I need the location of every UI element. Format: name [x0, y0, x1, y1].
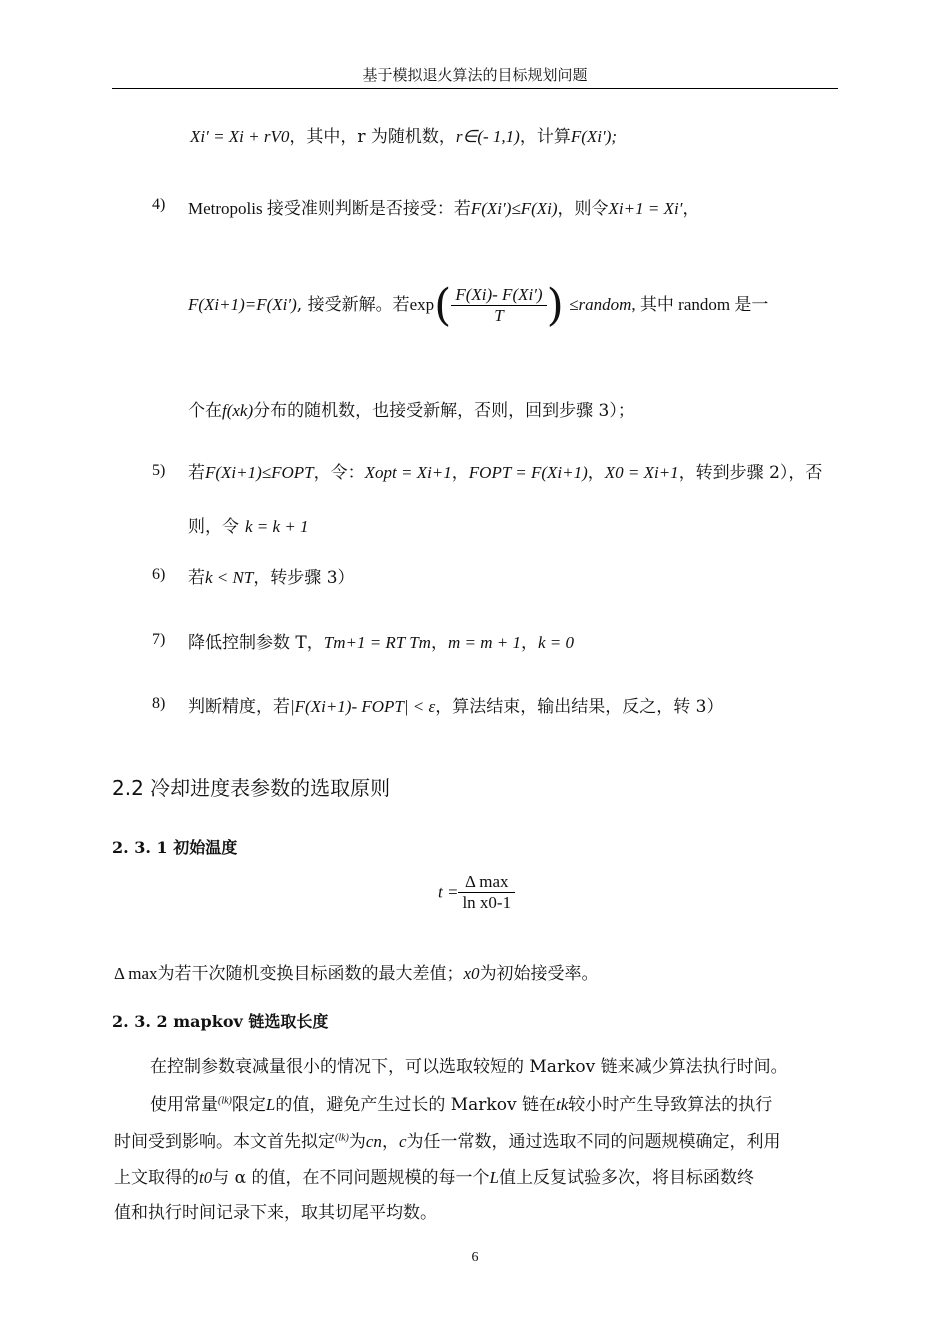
step-number: 7) [152, 631, 166, 648]
step5-line1: 若F(Xi+1)≤FOPT，令：Xopt = Xi+1，FOPT = F(Xi+1)，X0 = Xi+1，转到步骤 2），否 [188, 463, 823, 483]
header-rule [112, 88, 838, 89]
text: ，则令 [557, 199, 609, 219]
text: ，令： [313, 463, 365, 483]
formula-assign: Xi+1 = Xi′ [608, 199, 683, 218]
section-title: 2.2 冷却进度表参数的选取原则 [112, 776, 391, 800]
step4-line3 [188, 396, 635, 421]
text: 为 [348, 1132, 366, 1152]
paragraph-line [150, 1090, 772, 1115]
text: 上文取得的 [114, 1168, 199, 1188]
text: , 其中 random 是一 [631, 295, 769, 314]
symbol-x0: x0 [463, 964, 480, 983]
formula-random: ≤random [569, 295, 632, 314]
fraction-numerator: F(Xi)- F(Xi′) [451, 285, 546, 306]
text: 个在 [188, 401, 222, 421]
step8-line [188, 692, 723, 717]
text: 使用常量 [150, 1095, 218, 1115]
formula-m: m = m + 1 [447, 633, 521, 652]
formula-assign: FOPT = F(Xi+1) [468, 463, 588, 482]
text: ， [381, 1132, 399, 1152]
text: ， [682, 199, 700, 219]
step3-continuation [190, 122, 617, 147]
formula-accept: F(Xi+1)=F(Xi′) [188, 295, 297, 314]
symbol-t0: t0 [199, 1168, 213, 1187]
symbol-L: L [489, 1168, 499, 1187]
fraction-denominator: T [494, 306, 504, 325]
subsection-title: 2. 3. 2 mapkov 链选取长度 [112, 1012, 329, 1031]
step-number: 8) [152, 695, 166, 712]
formula-initial-temperature [438, 872, 515, 913]
temperature-description [114, 959, 599, 984]
text: 若 [188, 463, 205, 483]
step-number: 5) [152, 462, 166, 479]
formula-condition: k < NT [205, 568, 254, 587]
symbol-c: c [398, 1132, 407, 1151]
symbol-lk: (lk) [335, 1132, 349, 1144]
formula-distribution: f(xk) [222, 401, 254, 420]
formula-condition: F(Xi′)≤F(Xi) [470, 199, 558, 218]
text: ，计算 [519, 127, 571, 147]
fraction-numerator: Δ max [458, 872, 515, 893]
text: Metropolis 接受准则判断是否接受：若 [188, 199, 471, 218]
formula-lhs: t = [438, 882, 459, 902]
text: 值上反复试验多次，将目标函数终 [499, 1168, 754, 1188]
formula-cooling: Tm+1 = RT Tm [323, 633, 431, 652]
exp-label: exp [409, 295, 435, 314]
step7-line: 降低控制参数 T，Tm+1 = RT Tm，m = m + 1，k = 0 [188, 633, 574, 653]
formula-precision: |F(Xi+1)- FOPT| < ε [290, 697, 436, 716]
text: 时间受到影响。本文首先拟定 [114, 1132, 335, 1152]
text: 的值，避免产生过长的 Markov 链在 [275, 1095, 556, 1115]
paragraph-line: 在控制参数衰减量很小的情况下，可以选取较短的 Markov 链来减少算法执行时间。 [150, 1057, 788, 1077]
exp-fraction [451, 285, 546, 326]
text: 分布的随机数，也接受新解，否则，回到步骤 3）； [253, 401, 635, 421]
text: , 接受新解。若 [296, 295, 410, 315]
step6-line [188, 563, 355, 588]
text: 若 [188, 568, 205, 588]
text: 与 α 的值，在不同问题规模的每一个 [212, 1168, 490, 1188]
step4-line2: F(Xi+1)=F(Xi′), 接受新解。若exp( $\frac{F(Xi)- F(Xi')}{T}$ ) ≤random, 其中 random 是一 [188, 280, 769, 331]
symbol-delta-max: Δ max [114, 964, 158, 983]
symbol-tk: tk [555, 1095, 569, 1114]
page-header-title: 基于模拟退火算法的目标规划问题 [362, 66, 588, 84]
text: 较小时产生导致算法的执行 [568, 1095, 773, 1115]
formula-assign: X0 = Xi+1 [604, 463, 679, 482]
step-number: 6) [152, 566, 166, 583]
fraction-denominator: ln x0-1 [462, 893, 512, 912]
text: 则，令 [188, 517, 239, 537]
text: 为任一常数，通过选取不同的问题规模确定，利用 [406, 1132, 781, 1152]
step-number: 4) [152, 196, 166, 213]
text: 为若干次随机变换目标函数的最大差值； [157, 964, 464, 984]
text: 判断精度，若 [188, 697, 290, 717]
temperature-fraction [458, 872, 515, 913]
formula-condition: F(Xi+1)≤FOPT [205, 463, 314, 482]
formula-update: Xi′ = Xi + rV0 [190, 127, 290, 146]
paragraph-line [114, 1163, 754, 1188]
formula-range: r∈(- 1,1) [455, 127, 520, 146]
step5-line2 [188, 512, 309, 537]
text: 限定 [231, 1095, 266, 1115]
paragraph-line: 值和执行时间记录下来，取其切尾平均数。 [114, 1203, 437, 1223]
page-number: 6 [471, 1250, 479, 1265]
text: ，转步骤 3） [253, 568, 355, 588]
step4-line1 [188, 194, 699, 219]
symbol-L: L [265, 1095, 276, 1114]
formula-calc: F(Xi′); [570, 127, 618, 146]
symbol-lk: (lk) [218, 1095, 232, 1107]
text: 为初始接受率。 [479, 964, 599, 984]
symbol-cn: cn [365, 1132, 382, 1151]
text: ，算法结束，输出结果，反之，转 3） [435, 697, 724, 717]
formula-increment: k = k + 1 [245, 517, 309, 536]
text: 降低控制参数 T， [188, 633, 324, 653]
text: ，其中，r 为随机数， [289, 127, 456, 147]
paragraph-line [114, 1127, 780, 1152]
formula-k: k = 0 [537, 633, 574, 652]
text: ，转到步骤 2），否 [678, 463, 823, 483]
formula-assign: Xopt = Xi+1 [364, 463, 452, 482]
subsection-title: 2. 3. 1 初始温度 [112, 838, 238, 857]
